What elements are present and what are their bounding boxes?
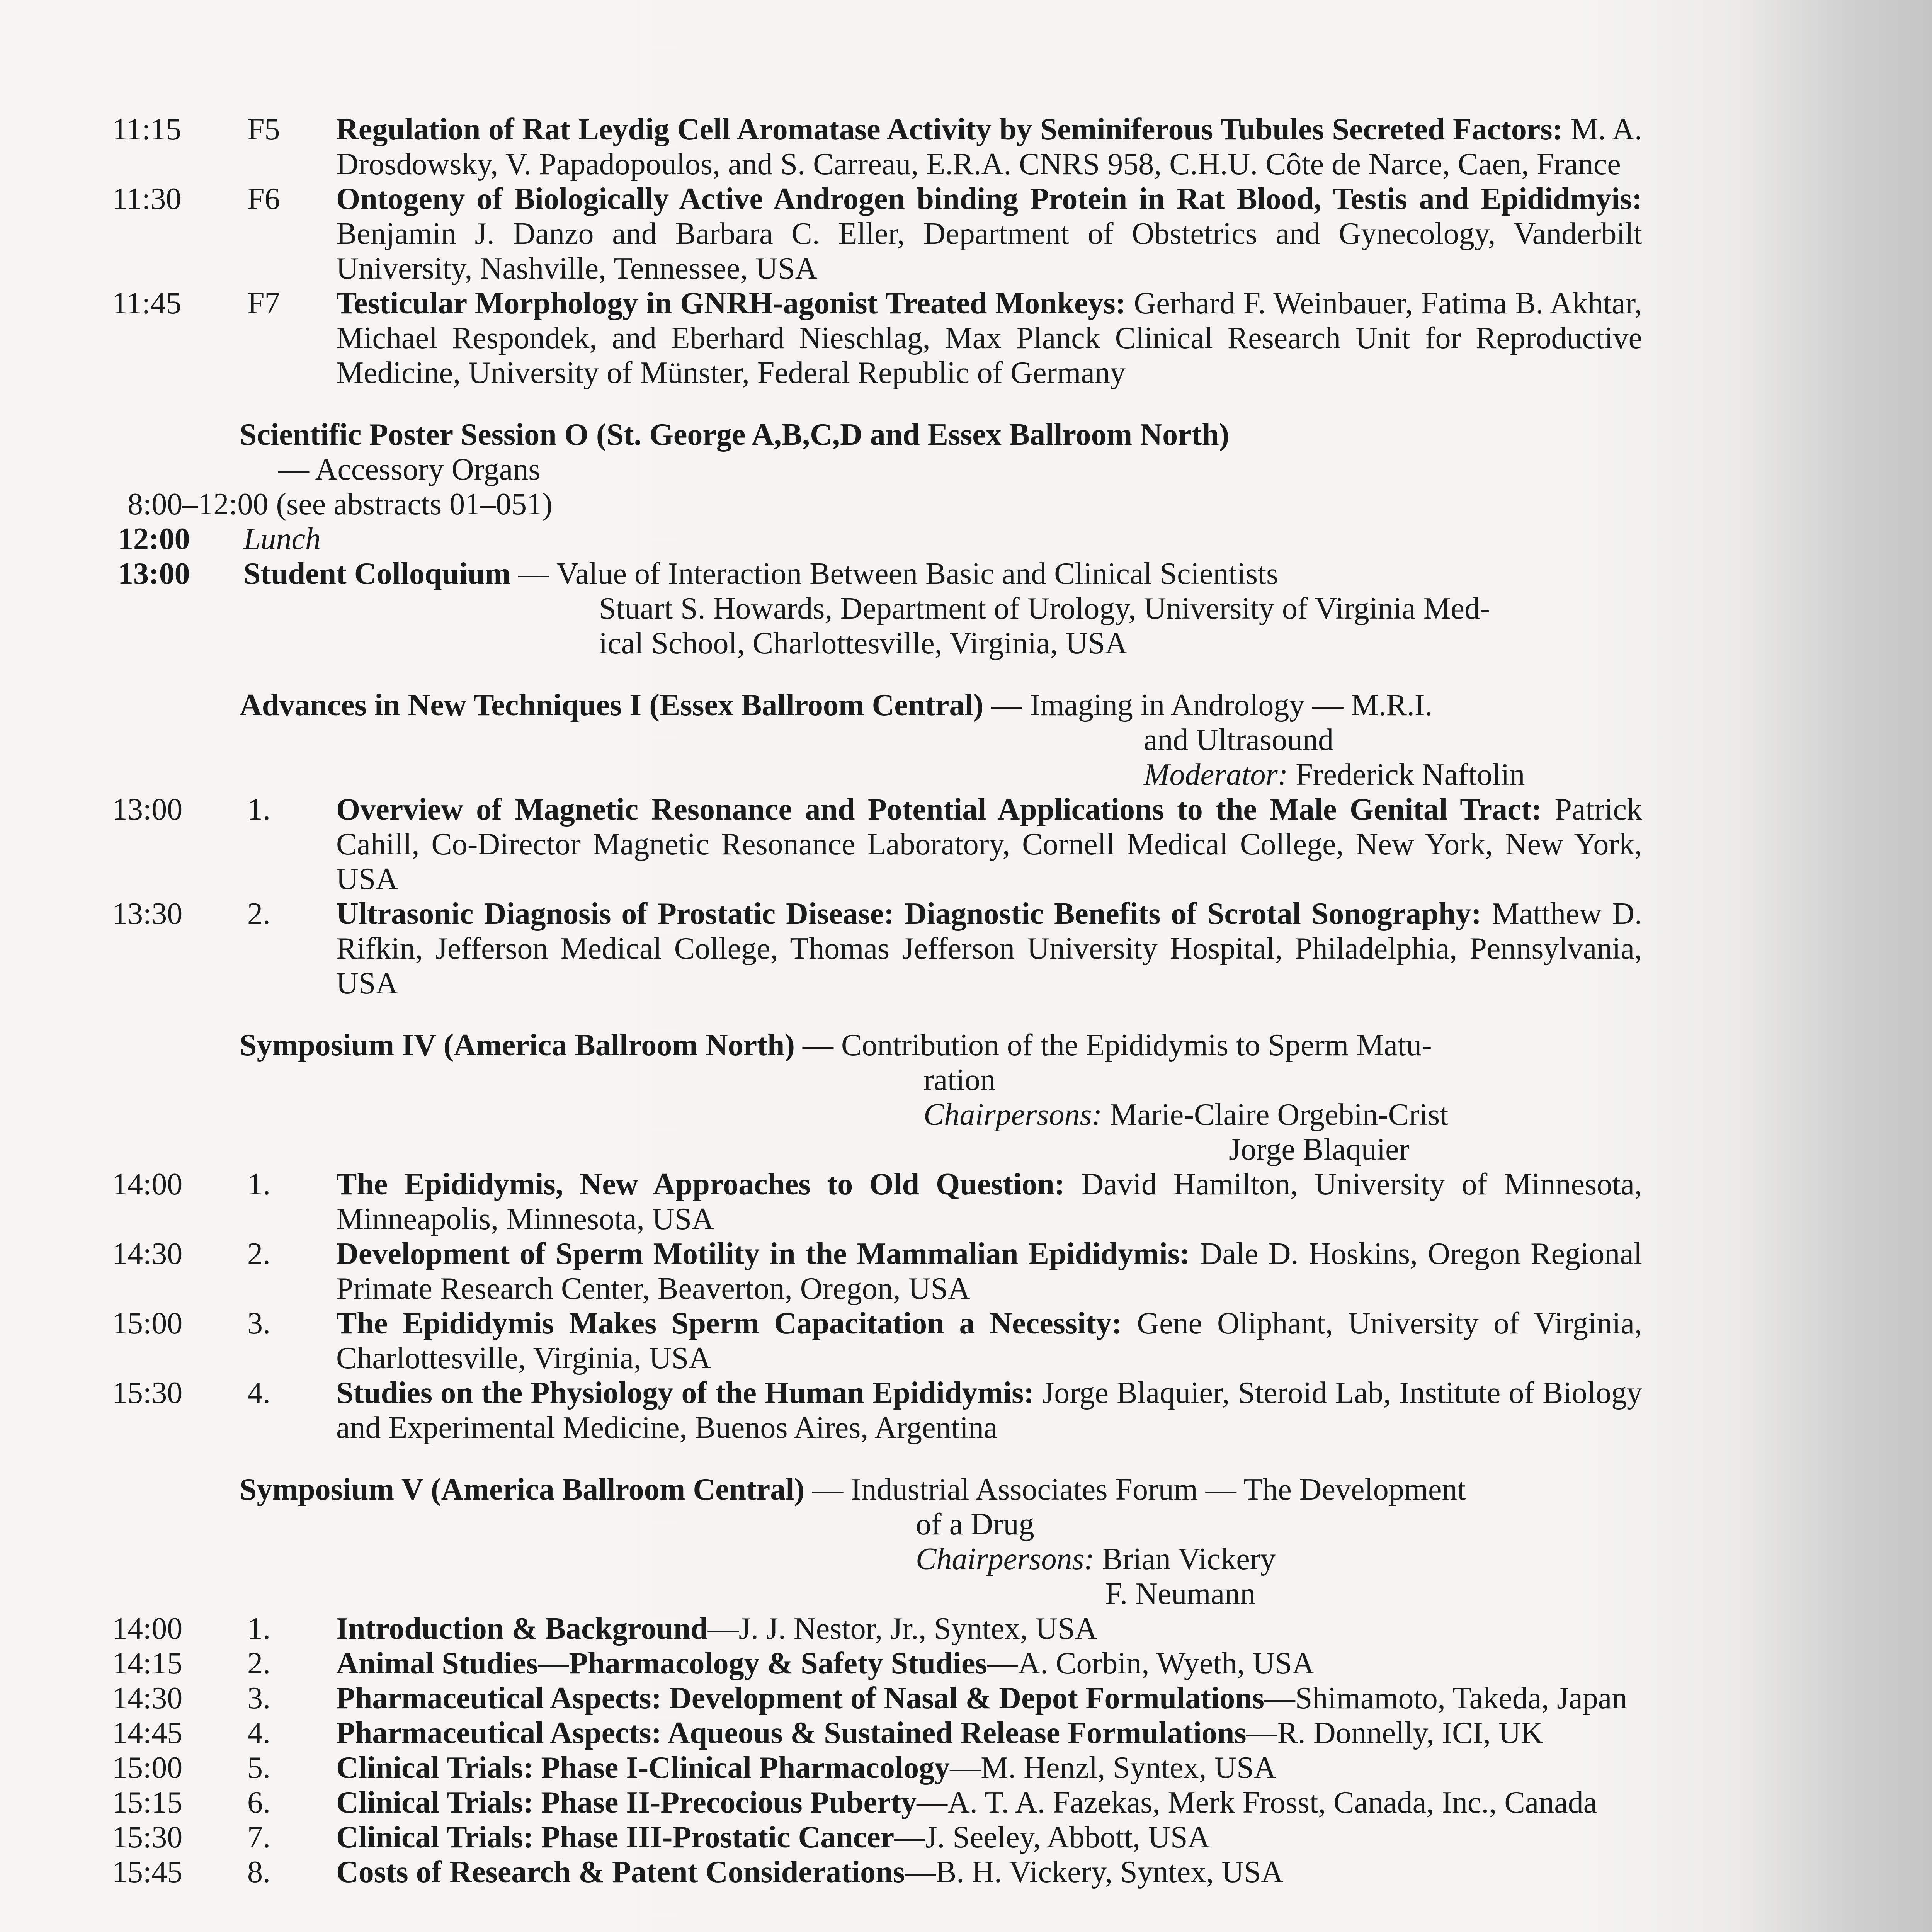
colloquium-line [243, 556, 1642, 591]
talk-authors: —B. H. Vickery, Syntex, USA [905, 1855, 1284, 1889]
symposium-iv-title: Symposium IV (America Ballroom North) [240, 1028, 795, 1062]
chair-name: Brian Vickery [1094, 1542, 1276, 1576]
talk-time: 14:45 [112, 1716, 183, 1750]
poster-note: (see abstracts 01–051) [276, 487, 553, 521]
symposium-v [240, 1472, 1642, 1611]
talk-title: Introduction & Background [336, 1612, 708, 1646]
colloquium-title: Student Colloquium [243, 557, 511, 591]
talk-entry [112, 792, 1642, 896]
talk-authors: David Hamilton, University of Minnesota, Minneapolis, Minnesota, USA [336, 1167, 1642, 1236]
poster-session [240, 417, 1642, 487]
colloquium-speaker-line: Stuart S. Howards, Department of Urology, University of Virginia Med- [599, 592, 1490, 626]
talk-code: 4. [247, 1376, 270, 1410]
talk-authors: Matthew D. Rifkin, Jefferson Medical College, Thomas Jefferson University Hospital, Philadelphia, Pennsylvania, USA [336, 897, 1642, 1000]
symposium-v-topic-cont: of a Drug [916, 1507, 1034, 1541]
advances-topic-cont: and Ultrasound [1144, 723, 1334, 757]
talk-title: Ontogeny of Biologically Active Androgen binding Protein in Rat Blood, Testis and Epididmyis: [336, 182, 1642, 216]
talk-authors: —R. Donnelly, ICI, UK [1246, 1716, 1543, 1750]
talk-time: 15:45 [112, 1855, 183, 1889]
talk-text [336, 182, 1642, 286]
talk-code: 3. [247, 1681, 270, 1715]
talk-text [336, 1681, 1642, 1716]
symposium-iv-header [240, 1028, 1642, 1063]
talk-entry [112, 1646, 1642, 1681]
talk-time: 13:00 [112, 793, 183, 827]
talk-authors: Benjamin J. Danzo and Barbara C. Eller, Department of Obstetrics and Gynecology, Vanderbilt University, Nashville, Tennessee, USA [336, 217, 1642, 286]
talk-title: The Epididymis, New Approaches to Old Question: [336, 1167, 1065, 1201]
talk-time: 15:30 [112, 1376, 183, 1410]
symposium-v-chairs [916, 1542, 1642, 1577]
talk-entry [112, 1855, 1642, 1889]
advances-title: Advances in New Techniques I (Essex Ballroom Central) [240, 688, 984, 722]
talk-authors: Dale D. Hoskins, Oregon Regional Primate Research Center, Beaverton, Oregon, USA [336, 1237, 1642, 1306]
talk-text [336, 1611, 1642, 1646]
talk-entry [112, 182, 1642, 286]
talk-entry [112, 1750, 1642, 1785]
colloquium-speaker-line: ical School, Charlottesville, Virginia, USA [599, 626, 1128, 660]
talk-text [336, 1646, 1642, 1681]
talk-text [336, 792, 1642, 896]
talk-title: Development of Sperm Motility in the Mammalian Epididymis: [336, 1237, 1190, 1271]
spacer [112, 661, 1642, 688]
talk-code: 1. [247, 793, 270, 827]
talk-authors: —A. Corbin, Wyeth, USA [987, 1646, 1315, 1680]
talk-authors: Patrick Cahill, Co-Director Magnetic Resonance Laboratory, Cornell Medical College, New York, New York, USA [336, 793, 1643, 896]
talk-authors: —A. T. A. Fazekas, Merk Frosst, Canada, Inc., Canada [917, 1786, 1597, 1820]
lunch-label: Lunch [243, 522, 321, 556]
talk-authors: —J. Seeley, Abbott, USA [894, 1820, 1210, 1854]
talk-time: 14:30 [112, 1237, 183, 1271]
moderator-name: Frederick Naftolin [1288, 758, 1525, 792]
talk-time: 11:45 [112, 286, 182, 320]
poster-session-subtitle: — Accessory Organs [278, 452, 541, 486]
talk-title: The Epididymis Makes Sperm Capacitation a Necessity: [336, 1306, 1122, 1340]
talk-title: Testicular Morphology in GNRH-agonist Treated Monkeys: [336, 286, 1126, 320]
talk-text [336, 1306, 1642, 1376]
talk-entry [112, 896, 1642, 1001]
talk-authors: Jorge Blaquier, Steroid Lab, Institute of Biology and Experimental Medicine, Buenos Aires, Argentina [336, 1376, 1642, 1445]
lunch-row [112, 522, 1642, 556]
talk-code: 6. [247, 1786, 270, 1820]
talk-code: 4. [247, 1716, 270, 1750]
talk-time: 14:00 [112, 1167, 183, 1201]
talk-code: 8. [247, 1855, 270, 1889]
talk-text [336, 1855, 1642, 1889]
moderator-label: Moderator: [1144, 758, 1288, 792]
chair-name: Marie-Claire Orgebin-Crist [1102, 1098, 1449, 1132]
talk-time: 13:30 [112, 897, 183, 931]
talk-text [336, 1820, 1642, 1855]
spacer [112, 390, 1642, 417]
poster-time: 8:00–12:00 [128, 487, 269, 521]
talk-authors: Gene Oliphant, University of Virginia, Charlottesville, Virginia, USA [336, 1306, 1642, 1375]
talk-code: 5. [247, 1751, 270, 1785]
chair-label: Chairpersons: [923, 1098, 1102, 1132]
colloquium-topic: Value of Interaction Between Basic and Clinical Scientists [556, 557, 1279, 591]
talk-text [336, 1785, 1642, 1820]
talk-title: Regulation of Rat Leydig Cell Aromatase Activity by Seminiferous Tubules Secreted Factors: [336, 112, 1563, 146]
talk-time: 15:15 [112, 1786, 183, 1820]
symposium-v-header [240, 1472, 1642, 1507]
talk-entry [112, 286, 1642, 390]
talk-entry [112, 1785, 1642, 1820]
colloquium-time: 13:00 [118, 557, 190, 591]
talk-text [336, 1716, 1642, 1750]
talk-entry [112, 1306, 1642, 1376]
talk-time: 14:30 [112, 1681, 183, 1715]
talk-entry [112, 1611, 1642, 1646]
poster-time-line [128, 487, 1642, 522]
talk-entry [112, 1716, 1642, 1750]
talk-title: Clinical Trials: Phase I-Clinical Pharmacology [336, 1751, 950, 1785]
talk-title: Pharmaceutical Aspects: Development of Nasal & Depot Formulations [336, 1681, 1264, 1715]
talk-entry [112, 112, 1642, 182]
advances-dash: — [983, 688, 1030, 722]
talk-code: 7. [247, 1820, 270, 1854]
talk-code: F6 [247, 182, 280, 216]
talk-entry [112, 1376, 1642, 1445]
talk-entry [112, 1167, 1642, 1236]
talk-text [336, 1750, 1642, 1785]
talk-code: 2. [247, 897, 270, 931]
chair-label: Chairpersons: [916, 1542, 1095, 1576]
spacer [112, 1001, 1642, 1028]
talk-time: 15:00 [112, 1751, 183, 1785]
symposium-iv [240, 1028, 1642, 1167]
talk-time: 15:00 [112, 1306, 183, 1340]
talk-title: Costs of Research & Patent Considerations [336, 1855, 905, 1889]
talk-entry [112, 1681, 1642, 1716]
talk-code: 1. [247, 1167, 270, 1201]
talk-code: 2. [247, 1237, 270, 1271]
colloquium-dash: — [510, 557, 556, 591]
poster-session-title: Scientific Poster Session O (St. George A,B,C,D and Essex Ballroom North) [240, 418, 1230, 452]
symposium-iv-topic: Contribution of the Epididymis to Sperm Matu- [841, 1028, 1432, 1062]
talk-code: 3. [247, 1306, 270, 1340]
symposium-v-topic: Industrial Associates Forum — The Development [851, 1473, 1466, 1507]
advances-header [240, 688, 1642, 723]
symposium-iv-dash: — [794, 1028, 841, 1062]
talk-entry [112, 1820, 1642, 1855]
advances-moderator [1144, 757, 1642, 792]
symposium-iv-chairs [923, 1097, 1642, 1132]
spacer [112, 1445, 1642, 1472]
talk-title: Animal Studies—Pharmacology & Safety Studies [336, 1646, 987, 1680]
talk-code: 1. [247, 1612, 270, 1646]
chair-name: F. Neumann [1105, 1577, 1256, 1611]
talk-text [336, 1376, 1642, 1445]
talk-entry [112, 1236, 1642, 1306]
talk-code: F7 [247, 286, 280, 320]
talk-authors: —J. J. Nestor, Jr., Syntex, USA [707, 1612, 1097, 1646]
advances-session [240, 688, 1642, 792]
talk-authors: M. A. Drosdowsky, V. Papadopoulos, and S. Carreau, E.R.A. CNRS 958, C.H.U. Côte de Narce, Caen, France [336, 112, 1642, 181]
talk-time: 14:00 [112, 1612, 183, 1646]
talk-authors: —Shimamoto, Takeda, Japan [1264, 1681, 1628, 1715]
talk-text [336, 112, 1642, 182]
talk-time: 11:15 [112, 112, 182, 146]
lunch-time: 12:00 [118, 522, 190, 556]
talk-code: F5 [247, 112, 280, 146]
symposium-iv-topic-cont: ration [923, 1063, 996, 1097]
talk-authors: Gerhard F. Weinbauer, Fatima B. Akhtar, Michael Respondek, and Eberhard Nieschlag, Max Planck Clinical Research Unit for Reproductive Medicine, University of Münster, Federal Republic of Germany [336, 286, 1643, 390]
colloquium-speaker [599, 591, 1642, 661]
talk-text [336, 286, 1642, 390]
talk-authors: —M. Henzl, Syntex, USA [950, 1751, 1276, 1785]
program-content [112, 112, 1642, 1889]
talk-text [336, 896, 1642, 1001]
talk-time: 15:30 [112, 1820, 183, 1854]
symposium-v-title: Symposium V (America Ballroom Central) [240, 1473, 805, 1507]
talk-time: 14:15 [112, 1646, 183, 1680]
symposium-v-dash: — [804, 1473, 851, 1507]
talk-title: Overview of Magnetic Resonance and Potential Applications to the Male Genital Tract: [336, 793, 1542, 827]
talk-text [336, 1167, 1642, 1236]
talk-title: Clinical Trials: Phase III-Prostatic Cancer [336, 1820, 895, 1854]
colloquium-row [112, 556, 1642, 591]
talk-title: Studies on the Physiology of the Human Epididymis: [336, 1376, 1034, 1410]
talk-text [336, 1236, 1642, 1306]
talk-title: Pharmaceutical Aspects: Aqueous & Sustained Release Formulations [336, 1716, 1247, 1750]
talk-title: Ultrasonic Diagnosis of Prostatic Disease: Diagnostic Benefits of Scrotal Sonography: [336, 897, 1481, 931]
talk-title: Clinical Trials: Phase II-Precocious Puberty [336, 1786, 917, 1820]
talk-time: 11:30 [112, 182, 182, 216]
chair-name: Jorge Blaquier [1229, 1133, 1410, 1167]
advances-topic: Imaging in Andrology — M.R.I. [1030, 688, 1433, 722]
talk-code: 2. [247, 1646, 270, 1680]
